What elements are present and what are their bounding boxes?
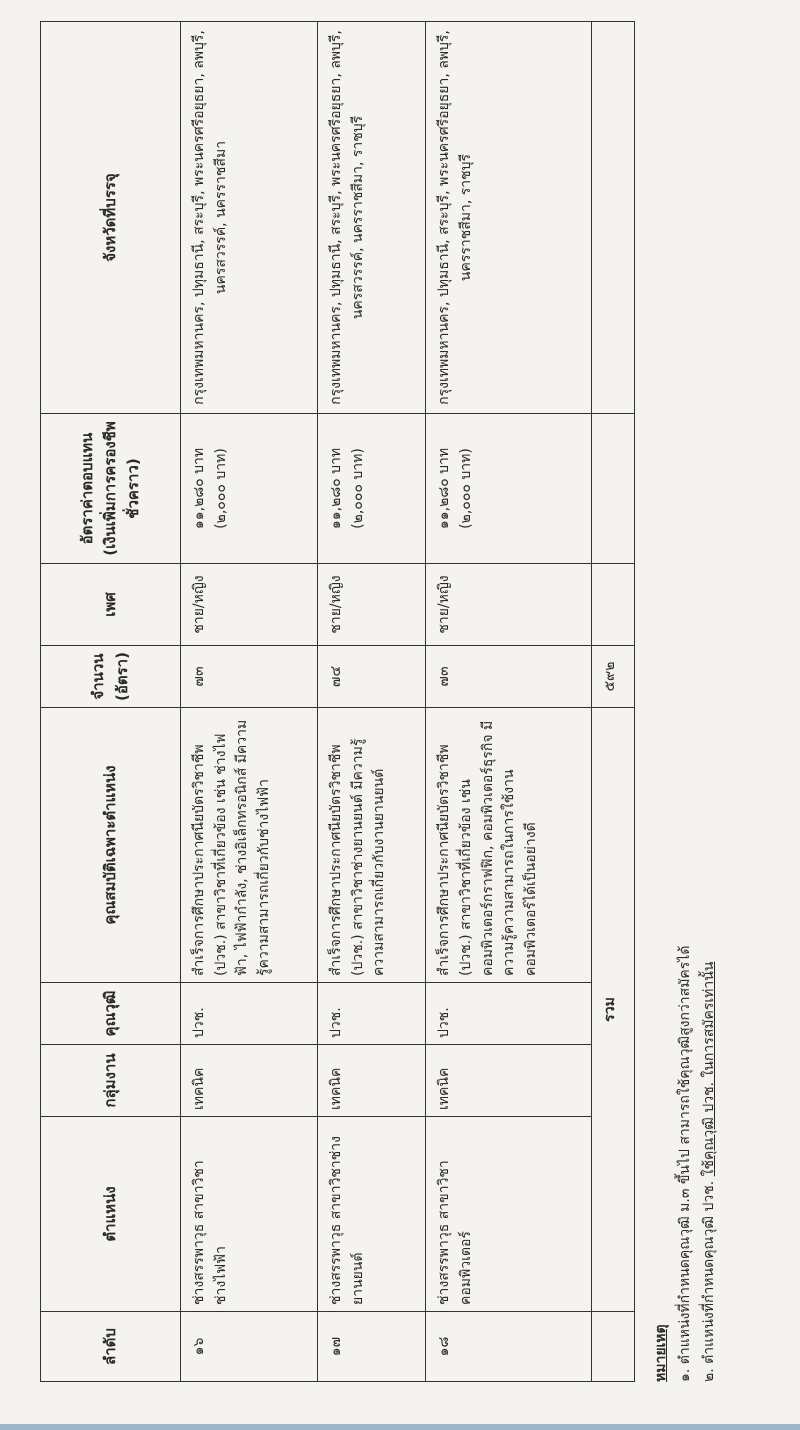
header-province: จังหวัดที่บรรจุ (41, 22, 181, 414)
cell-count: ๗๔ (318, 646, 426, 708)
total-label: รวม (592, 708, 635, 1312)
cell-qual: ปวช. (181, 983, 318, 1045)
cell-sex: ชาย/หญิง (181, 564, 318, 646)
table-row (181, 22, 318, 1382)
cell-qual: ปวช. (426, 983, 592, 1045)
header-qual: คุณวุฒิ (41, 983, 181, 1045)
pay-amount: ๑๑,๒๘๐ บาท (436, 447, 453, 530)
pay-amount: ๑๑,๒๘๐ บาท (191, 447, 207, 530)
cell-spec: สำเร็จการศึกษาประกาศนียบัตรวิชาชีพ (ปวช.) สาขาวิชาที่เกี่ยวข้อง เช่น คอมพิวเตอร์กราฟฟิก, คอมพิวเตอร์ธุรกิจ มีความรู้ความสามารถในการใช้งานคอมพิวเตอร์ได้เป็นอย่างดี (426, 708, 592, 983)
pay-extra: (๒,๐๐๐ บาท) (212, 448, 229, 529)
note-line-2-prefix: ๒. ตำแหน่งที่กำหนดคุณวุฒิ ปวช. (700, 1180, 717, 1382)
total-empty-cell (592, 414, 635, 564)
cell-position: ช่างสรรพาวุธ สาขาวิชาคอมพิวเตอร์ (426, 1117, 592, 1312)
cell-province: กรุงเทพมหานคร, ปทุมธานี, สระบุรี, พระนครศรีอยุธยา, ลพบุรี, นครสวรรค์, นครราชสีมา (181, 22, 318, 414)
cell-no: ๑๘ (426, 1312, 592, 1382)
total-empty-cell (592, 564, 635, 646)
cell-pay (318, 414, 426, 564)
total-empty-cell (592, 22, 635, 414)
header-group: กลุ่มงาน (41, 1045, 181, 1117)
cell-pay (181, 414, 318, 564)
cell-position: ช่างสรรพาวุธ สาขาวิชาช่างยานยนต์ (318, 1117, 426, 1312)
note-line-2-underlined: ใช้คุณวุฒิ ปวช. ในการสมัครเท่านั้น (700, 961, 717, 1177)
positions-table (40, 21, 635, 1382)
cell-count: ๗๓ (181, 646, 318, 708)
scan-edge (0, 1424, 800, 1430)
table-row (426, 22, 592, 1382)
note-line-1: ๑. ตำแหน่งที่กำหนดคุณวุฒิ ม.๓ ขึ้นไป สามารถใช้คุณวุฒิสูงกว่าสมัครได้ (676, 945, 693, 1382)
cell-position: ช่างสรรพาวุธ สาขาวิชาช่างไฟฟ้า (181, 1117, 318, 1312)
notes-section (650, 382, 721, 1382)
cell-province: กรุงเทพมหานคร, ปทุมธานี, สระบุรี, พระนครศรีอยุธยา, ลพบุรี, นครสวรรค์, นครราชสีมา, ราชบุรี (318, 22, 426, 414)
cell-group: เทคนิค (318, 1045, 426, 1117)
cell-group: เทคนิค (426, 1045, 592, 1117)
pay-amount: ๑๑,๒๘๐ บาท (328, 447, 344, 530)
cell-spec: สำเร็จการศึกษาประกาศนียบัตรวิชาชีพ (ปวช.) สาขาวิชาช่างยานยนต์ มีความรู้ความสามารถเกี่ยวกับงานยานยนต์ (318, 708, 426, 983)
cell-province: กรุงเทพมหานคร, ปทุมธานี, สระบุรี, พระนครศรีอยุธยา, ลพบุรี, นครราชสีมา, ราชบุรี (426, 22, 592, 414)
cell-qual: ปวช. (318, 983, 426, 1045)
cell-pay (426, 414, 592, 564)
cell-count: ๗๓ (426, 646, 592, 708)
note-line-2 (698, 382, 722, 1382)
header-count: จำนวน (อัตรา) (41, 646, 181, 708)
total-count: ๕๙๒ (592, 646, 635, 708)
table-header-row (41, 22, 181, 1382)
header-spec: คุณสมบัติเฉพาะตำแหน่ง (41, 708, 181, 983)
cell-no: ๑๖ (181, 1312, 318, 1382)
header-no: ลำดับ (41, 1312, 181, 1382)
cell-spec: สำเร็จการศึกษาประกาศนียบัตรวิชาชีพ (ปวช.) สาขาวิชาที่เกี่ยวข้อง เช่น ช่างไฟฟ้า, ไฟฟ้ากำลัง, ช่างอิเล็กทรอนิกส์ มีความรู้ความสามารถเกี่ยวกับช่างไฟฟ้า (181, 708, 318, 983)
header-position: ตำแหน่ง (41, 1117, 181, 1312)
cell-sex: ชาย/หญิง (318, 564, 426, 646)
pay-extra: (๒,๐๐๐ บาท) (458, 448, 475, 529)
notes-heading: หมายเหตุ (653, 1324, 669, 1382)
pay-extra: (๒,๐๐๐ บาท) (349, 448, 366, 529)
total-row (592, 22, 635, 1382)
header-sex: เพศ (41, 564, 181, 646)
cell-group: เทคนิค (181, 1045, 318, 1117)
cell-sex: ชาย/หญิง (426, 564, 592, 646)
total-empty-cell (592, 1312, 635, 1382)
table-row (318, 22, 426, 1382)
header-pay: อัตราค่าตอบแทน (เงินเพิ่มการครองชีพชั่วคราว) (41, 414, 181, 564)
cell-no: ๑๗ (318, 1312, 426, 1382)
